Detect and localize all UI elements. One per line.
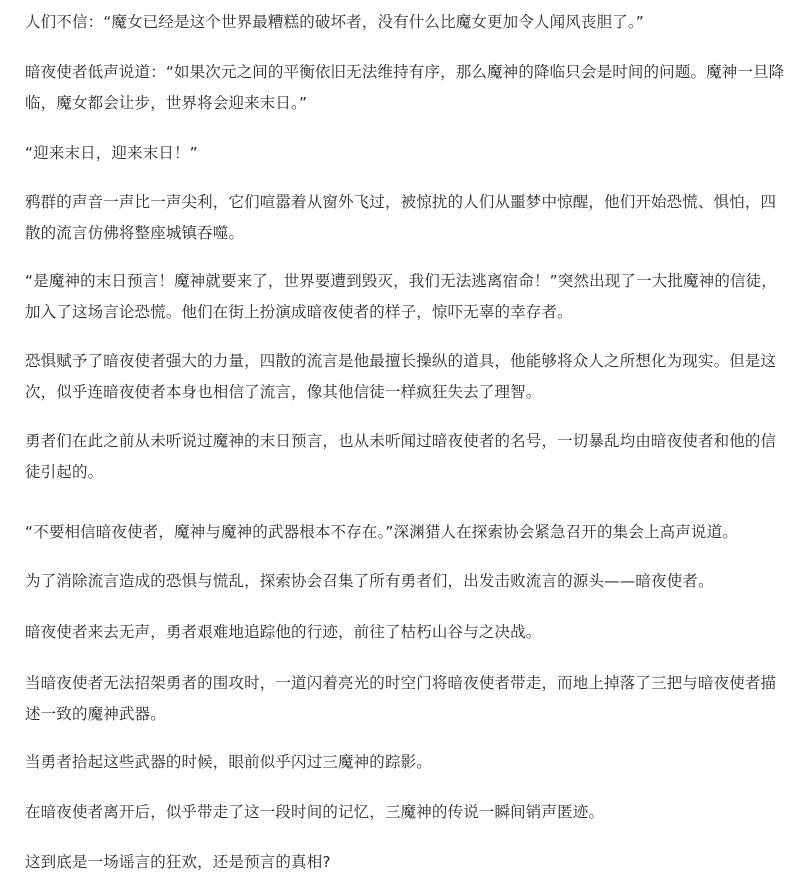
paragraph: “是魔神的末日预言！魔神就要来了，世界要遭到毁灭，我们无法逃离宿命！”突然出现了一大批魔神的信徒，加入了这场言论恐慌。他们在街上扮演成暗夜使者的样子，惊吓无辜的幸存者。 [25, 272, 777, 321]
paragraph: 勇者们在此之前从未听说过魔神的末日预言，也从未听闻过暗夜使者的名号，一切暴乱均由暗夜使者和他的信徒引起的。 [25, 432, 777, 481]
paragraph: 鸦群的声音一声比一声尖利，它们喧嚣着从窗外飞过，被惊扰的人们从噩梦中惊醒，他们开始恐慌、惧怕，四散的流言仿佛将整座城镇吞噬。 [25, 193, 777, 242]
paragraph: “迎来末日，迎来末日！” [25, 144, 198, 162]
paragraph: 恐惧赋予了暗夜使者强大的力量，四散的流言是他最擅长操纵的道具，他能够将众人之所想化为现实。但是这次，似乎连暗夜使者本身也相信了流言，像其他信徒一样疯狂失去了理智。 [25, 352, 777, 401]
paragraph: 人们不信：“魔女已经是这个世界最糟糕的破坏者，没有什么比魔女更加令人闻风丧胆了。” [25, 13, 644, 31]
paragraph: “不要相信暗夜使者，魔神与魔神的武器根本不存在。”深渊猎人在探索协会紧急召开的集会上高声说道。 [25, 523, 738, 541]
paragraph: 在暗夜使者离开后，似乎带走了这一段时间的记忆，三魔神的传说一瞬间销声匿迹。 [25, 803, 605, 821]
paragraph: 暗夜使者低声说道：“如果次元之间的平衡依旧无法维持有序，那么魔神的降临只会是时间的问题。魔神一旦降临，魔女都会让步，世界将会迎来末日。” [25, 63, 785, 112]
paragraph: 为了消除流言造成的恐惧与慌乱，探索协会召集了所有勇者们，出发击败流言的源头——暗夜使者。 [25, 572, 714, 590]
paragraph: 当暗夜使者无法招架勇者的围攻时，一道闪着亮光的时空门将暗夜使者带走，而地上掉落了三把与暗夜使者描述一致的魔神武器。 [25, 674, 777, 723]
paragraph: 暗夜使者来去无声，勇者艰难地追踪他的行迹，前往了枯朽山谷与之决战。 [25, 623, 542, 641]
paragraph: 这到底是一场谣言的狂欢，还是预言的真相? [25, 853, 331, 871]
paragraph: 当勇者拾起这些武器的时候，眼前似乎闪过三魔神的踪影。 [25, 753, 432, 771]
